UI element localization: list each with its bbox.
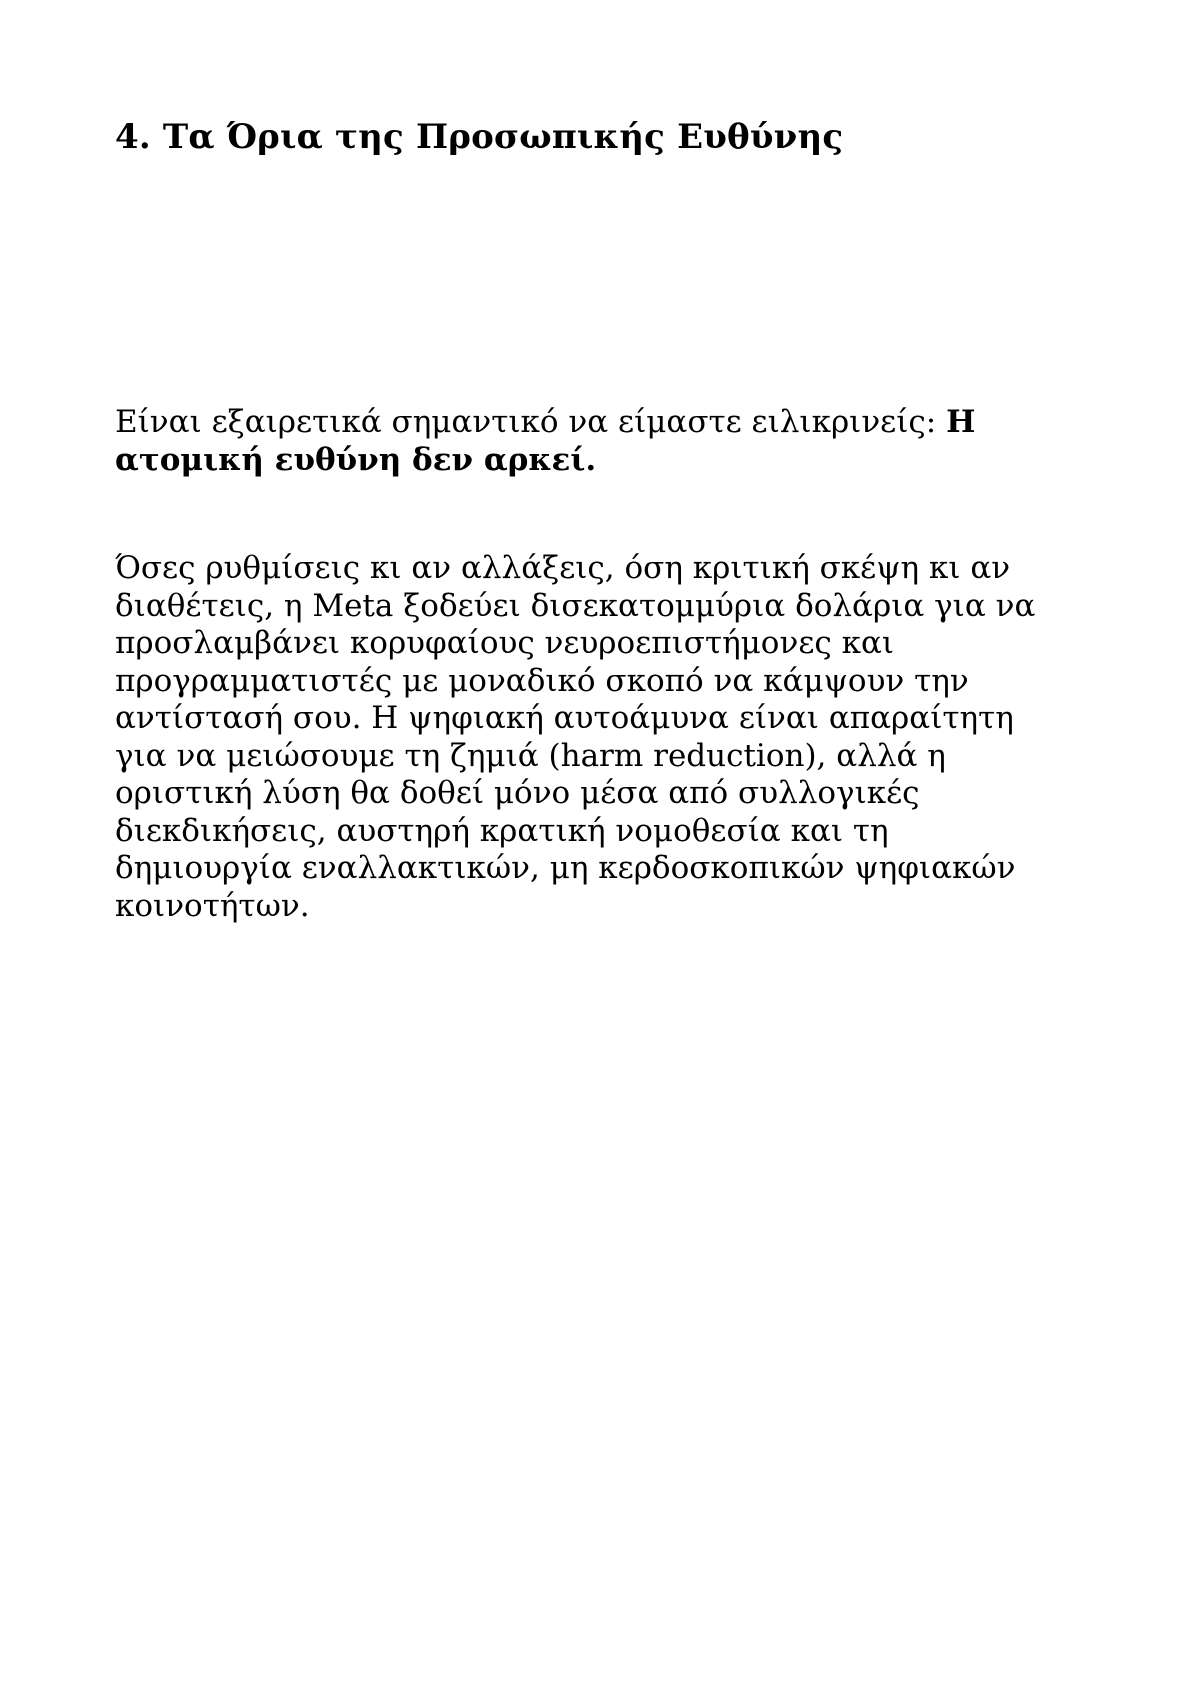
section-heading: 4. Τα Όρια της Προσωπικής Ευθύνης: [115, 117, 844, 157]
intro-paragraph: [115, 404, 1075, 479]
intro-lead-text: Είναι εξαιρετικά σημαντικό να είμαστε ειλικρινείς:: [115, 404, 947, 440]
intro-emphasis-text: Η ατομική ευθύνη δεν αρκεί.: [115, 404, 976, 478]
body-paragraph: Όσες ρυθμίσεις κι αν αλλάξεις, όση κριτική σκέψη κι αν διαθέτεις, η Meta ξοδεύει δισεκατομμύρια δολάρια για να προσλαμβάνει κορυφαίους νευροεπιστήμονες και προγραμματιστές με μοναδικό σκοπό να κάμψουν την αντίστασή σου. Η ψηφιακή αυτοάμυνα είναι απαραίτητη για να μειώσουμε τη ζημιά (harm reduction), αλλά η οριστική λύση θα δοθεί μόνο μέσα από συλλογικές διεκδικήσεις, αυστηρή κρατική νομοθεσία και τη δημιουργία εναλλακτικών, μη κερδοσκοπικών ψηφιακών κοινοτήτων.: [115, 550, 1036, 924]
